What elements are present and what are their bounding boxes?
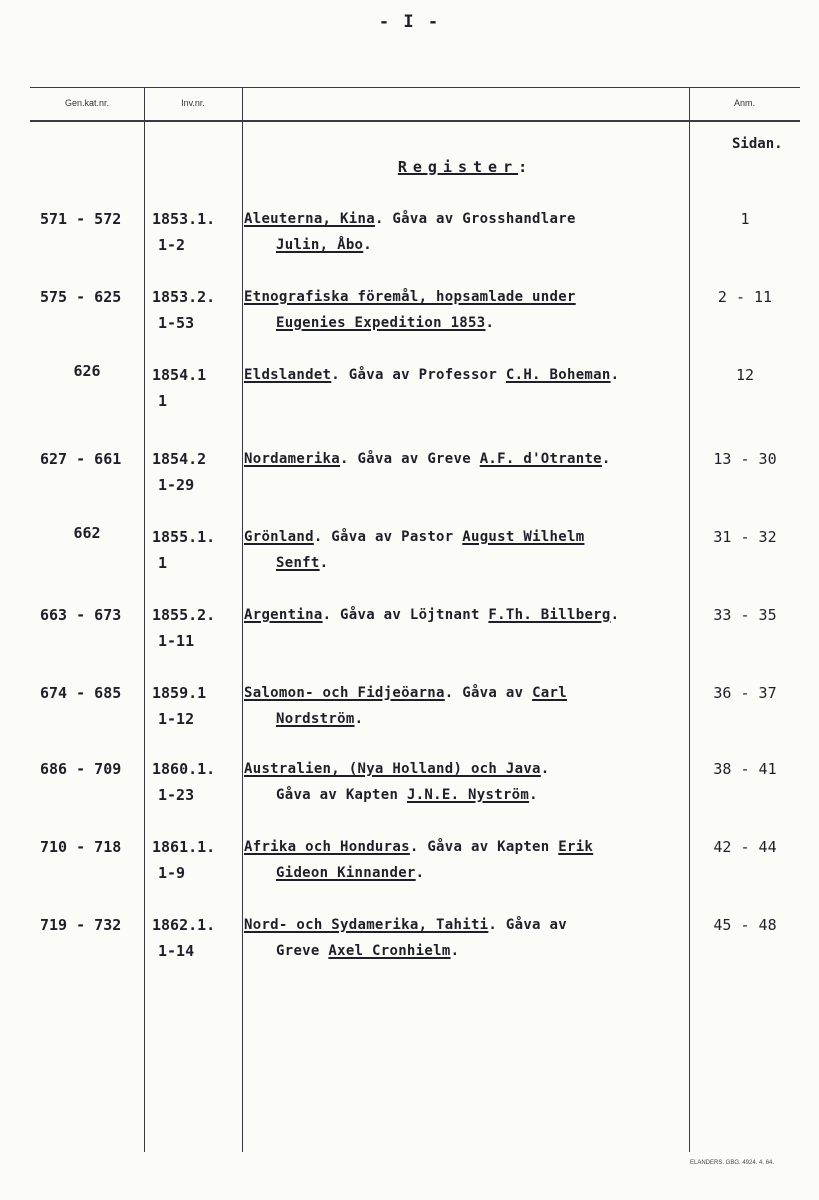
entry-place-cont: Julin, Åbo	[276, 237, 364, 253]
entry-text: . Gåva av Löjtnant	[322, 607, 489, 623]
entry-description-line2	[244, 550, 689, 576]
column-header-gen: Gen.kat.nr.	[64, 98, 110, 108]
gen-kat-nr: 626	[73, 362, 101, 380]
entry-description	[244, 680, 689, 732]
entry-donor: August Wilhelm	[462, 529, 585, 545]
entry-text-cont: .	[354, 711, 364, 727]
entry-description	[244, 362, 689, 388]
entry-donor: A.F. d'Otrante	[479, 451, 602, 467]
gen-kat-nr: 674 - 685	[40, 684, 122, 702]
printer-mark: ELANDERS. GBG. 4924. 4. 64.	[690, 1160, 775, 1166]
entry-punct: .	[610, 367, 620, 383]
entry-place: Aleuterna, Kina	[244, 211, 375, 227]
entry-text-cont: .	[319, 555, 329, 571]
entry-text: . Gåva av Greve	[340, 451, 480, 467]
register-entry	[0, 446, 819, 516]
inv-nr-line1: 1854.1	[152, 366, 207, 384]
page-reference: 13 - 30	[713, 450, 777, 468]
inv-nr	[152, 524, 242, 576]
inv-nr-line1: 1860.1.	[152, 760, 216, 778]
entry-donor: C.H. Boheman	[505, 367, 611, 383]
inv-nr-line2: 1-11	[158, 632, 195, 650]
page-reference: 31 - 32	[713, 528, 777, 546]
entry-description	[244, 756, 689, 808]
entry-place-cont: Gideon Kinnander	[276, 865, 416, 881]
gen-kat-nr: 662	[73, 524, 101, 542]
inv-nr-line2: 1-12	[158, 710, 195, 728]
entry-place-cont: Eugenies Expedition 1853	[276, 315, 486, 331]
page-reference: 33 - 35	[713, 606, 777, 624]
gen-kat-nr: 571 - 572	[40, 210, 122, 228]
entry-description-line2	[244, 310, 689, 336]
entry-punct-cont: .	[529, 787, 538, 803]
entry-punct: .	[610, 607, 620, 623]
inv-nr-line2: 1	[158, 392, 168, 410]
register-entry	[0, 756, 819, 826]
entry-text: . Gåva av	[488, 917, 567, 933]
entry-place: Grönland	[244, 529, 314, 545]
entry-donor-cont: Axel Cronhielm	[328, 943, 451, 959]
inv-nr	[152, 912, 242, 964]
entry-description-line2	[244, 706, 689, 732]
entry-donor: F.Th. Billberg	[488, 607, 611, 623]
inv-nr-line2: 1-29	[158, 476, 195, 494]
entry-place: Nordamerika	[244, 451, 341, 467]
inv-nr-line1: 1859.1	[152, 684, 207, 702]
entry-text-cont: .	[363, 237, 373, 253]
inv-nr	[152, 680, 242, 732]
entry-text-cont: Greve	[276, 943, 329, 959]
entry-text: . Gåva av Professor	[331, 367, 506, 383]
gen-kat-nr: 719 - 732	[40, 916, 122, 934]
inv-nr	[152, 834, 242, 886]
register-entry	[0, 834, 819, 904]
entry-text: . Gåva av	[444, 685, 533, 701]
entry-description	[244, 524, 689, 576]
page-reference: 2 - 11	[717, 288, 773, 306]
column-header-inv: Inv.nr.	[181, 98, 205, 108]
entry-description-line2	[244, 782, 689, 808]
entry-description-line2	[244, 232, 689, 258]
inv-nr	[152, 284, 242, 336]
page-reference: 1	[740, 210, 750, 228]
inv-nr-line2: 1-23	[158, 786, 195, 804]
entry-description	[244, 912, 689, 964]
entry-punct-cont: .	[450, 943, 460, 959]
entry-place: Afrika och Honduras	[244, 839, 410, 855]
entry-text: .	[540, 761, 550, 777]
register-entry	[0, 524, 819, 594]
entry-place: Etnografiska föremål, hopsamlade under	[244, 289, 576, 305]
header-top-rule	[30, 87, 800, 88]
entry-punct: .	[601, 451, 611, 467]
inv-nr-line2: 1-9	[158, 864, 186, 882]
entry-place-cont: Nordström	[276, 711, 355, 727]
entry-text-cont: Gåva av Kapten	[276, 787, 407, 803]
inv-nr-line1: 1861.1.	[152, 838, 216, 856]
inv-nr-line2: 1-53	[158, 314, 195, 332]
header-bottom-rule	[30, 120, 800, 122]
register-title	[242, 158, 689, 176]
gen-kat-nr: 627 - 661	[40, 450, 122, 468]
entry-text: . Gåva av Pastor	[313, 529, 463, 545]
entry-place: Nord- och Sydamerika, Tahiti	[244, 917, 489, 933]
inv-nr-line1: 1853.1.	[152, 210, 216, 228]
inv-nr-line2: 1	[158, 554, 168, 572]
entry-text: . Gåva av Grosshandlare	[374, 211, 576, 227]
page-number: - I -	[378, 12, 441, 32]
inv-nr-line1: 1855.2.	[152, 606, 216, 624]
gen-kat-nr: 575 - 625	[40, 288, 122, 306]
entry-place: Argentina	[244, 607, 323, 623]
entry-description	[244, 834, 689, 886]
inv-nr-line2: 1-14	[158, 942, 195, 960]
page-reference: 45 - 48	[713, 916, 777, 934]
inv-nr-line2: 1-2	[158, 236, 186, 254]
inv-nr	[152, 362, 242, 414]
entry-description	[244, 206, 689, 258]
entry-donor: Carl	[532, 685, 567, 701]
inv-nr	[152, 446, 242, 498]
register-entry	[0, 680, 819, 750]
column-header-anm: Anm.	[733, 98, 755, 108]
inv-nr	[152, 602, 242, 654]
gen-kat-nr: 686 - 709	[40, 760, 122, 778]
register-title-colon: :	[518, 158, 534, 176]
entry-place: Australien, (Nya Holland) och Java	[244, 761, 541, 777]
register-entry	[0, 362, 819, 432]
entry-donor-cont: J.N.E. Nyström	[406, 787, 530, 803]
page-reference: 38 - 41	[713, 760, 777, 778]
inv-nr	[152, 756, 242, 808]
page-reference: 12	[735, 366, 755, 384]
register-entry	[0, 206, 819, 276]
page-reference: 42 - 44	[713, 838, 777, 856]
entry-text: . Gåva av Kapten	[409, 839, 559, 855]
entry-text-cont: .	[415, 865, 425, 881]
entry-place: Salomon- och Fidjeöarna	[244, 685, 445, 701]
register-entry	[0, 912, 819, 982]
inv-nr-line1: 1853.2.	[152, 288, 216, 306]
entry-place: Eldslandet	[244, 367, 332, 383]
register-title-text: Register	[397, 158, 519, 176]
inv-nr-line1: 1855.1.	[152, 528, 216, 546]
gen-kat-nr: 710 - 718	[40, 838, 122, 856]
entry-donor: Erik	[558, 839, 594, 855]
entry-description	[244, 602, 689, 628]
entry-description-line2	[244, 938, 689, 964]
entry-description	[244, 284, 689, 336]
sidan-label: Sidan.	[732, 136, 783, 152]
inv-nr	[152, 206, 242, 258]
inv-nr-line1: 1854.2	[152, 450, 207, 468]
gen-kat-nr: 663 - 673	[40, 606, 122, 624]
inv-nr-line1: 1862.1.	[152, 916, 216, 934]
page-reference: 36 - 37	[713, 684, 777, 702]
entry-place-cont: Senft	[276, 555, 320, 571]
entry-description-line2	[244, 860, 689, 886]
register-entry	[0, 602, 819, 672]
register-entry	[0, 284, 819, 354]
entry-text-cont: .	[485, 315, 495, 331]
entry-description	[244, 446, 689, 472]
